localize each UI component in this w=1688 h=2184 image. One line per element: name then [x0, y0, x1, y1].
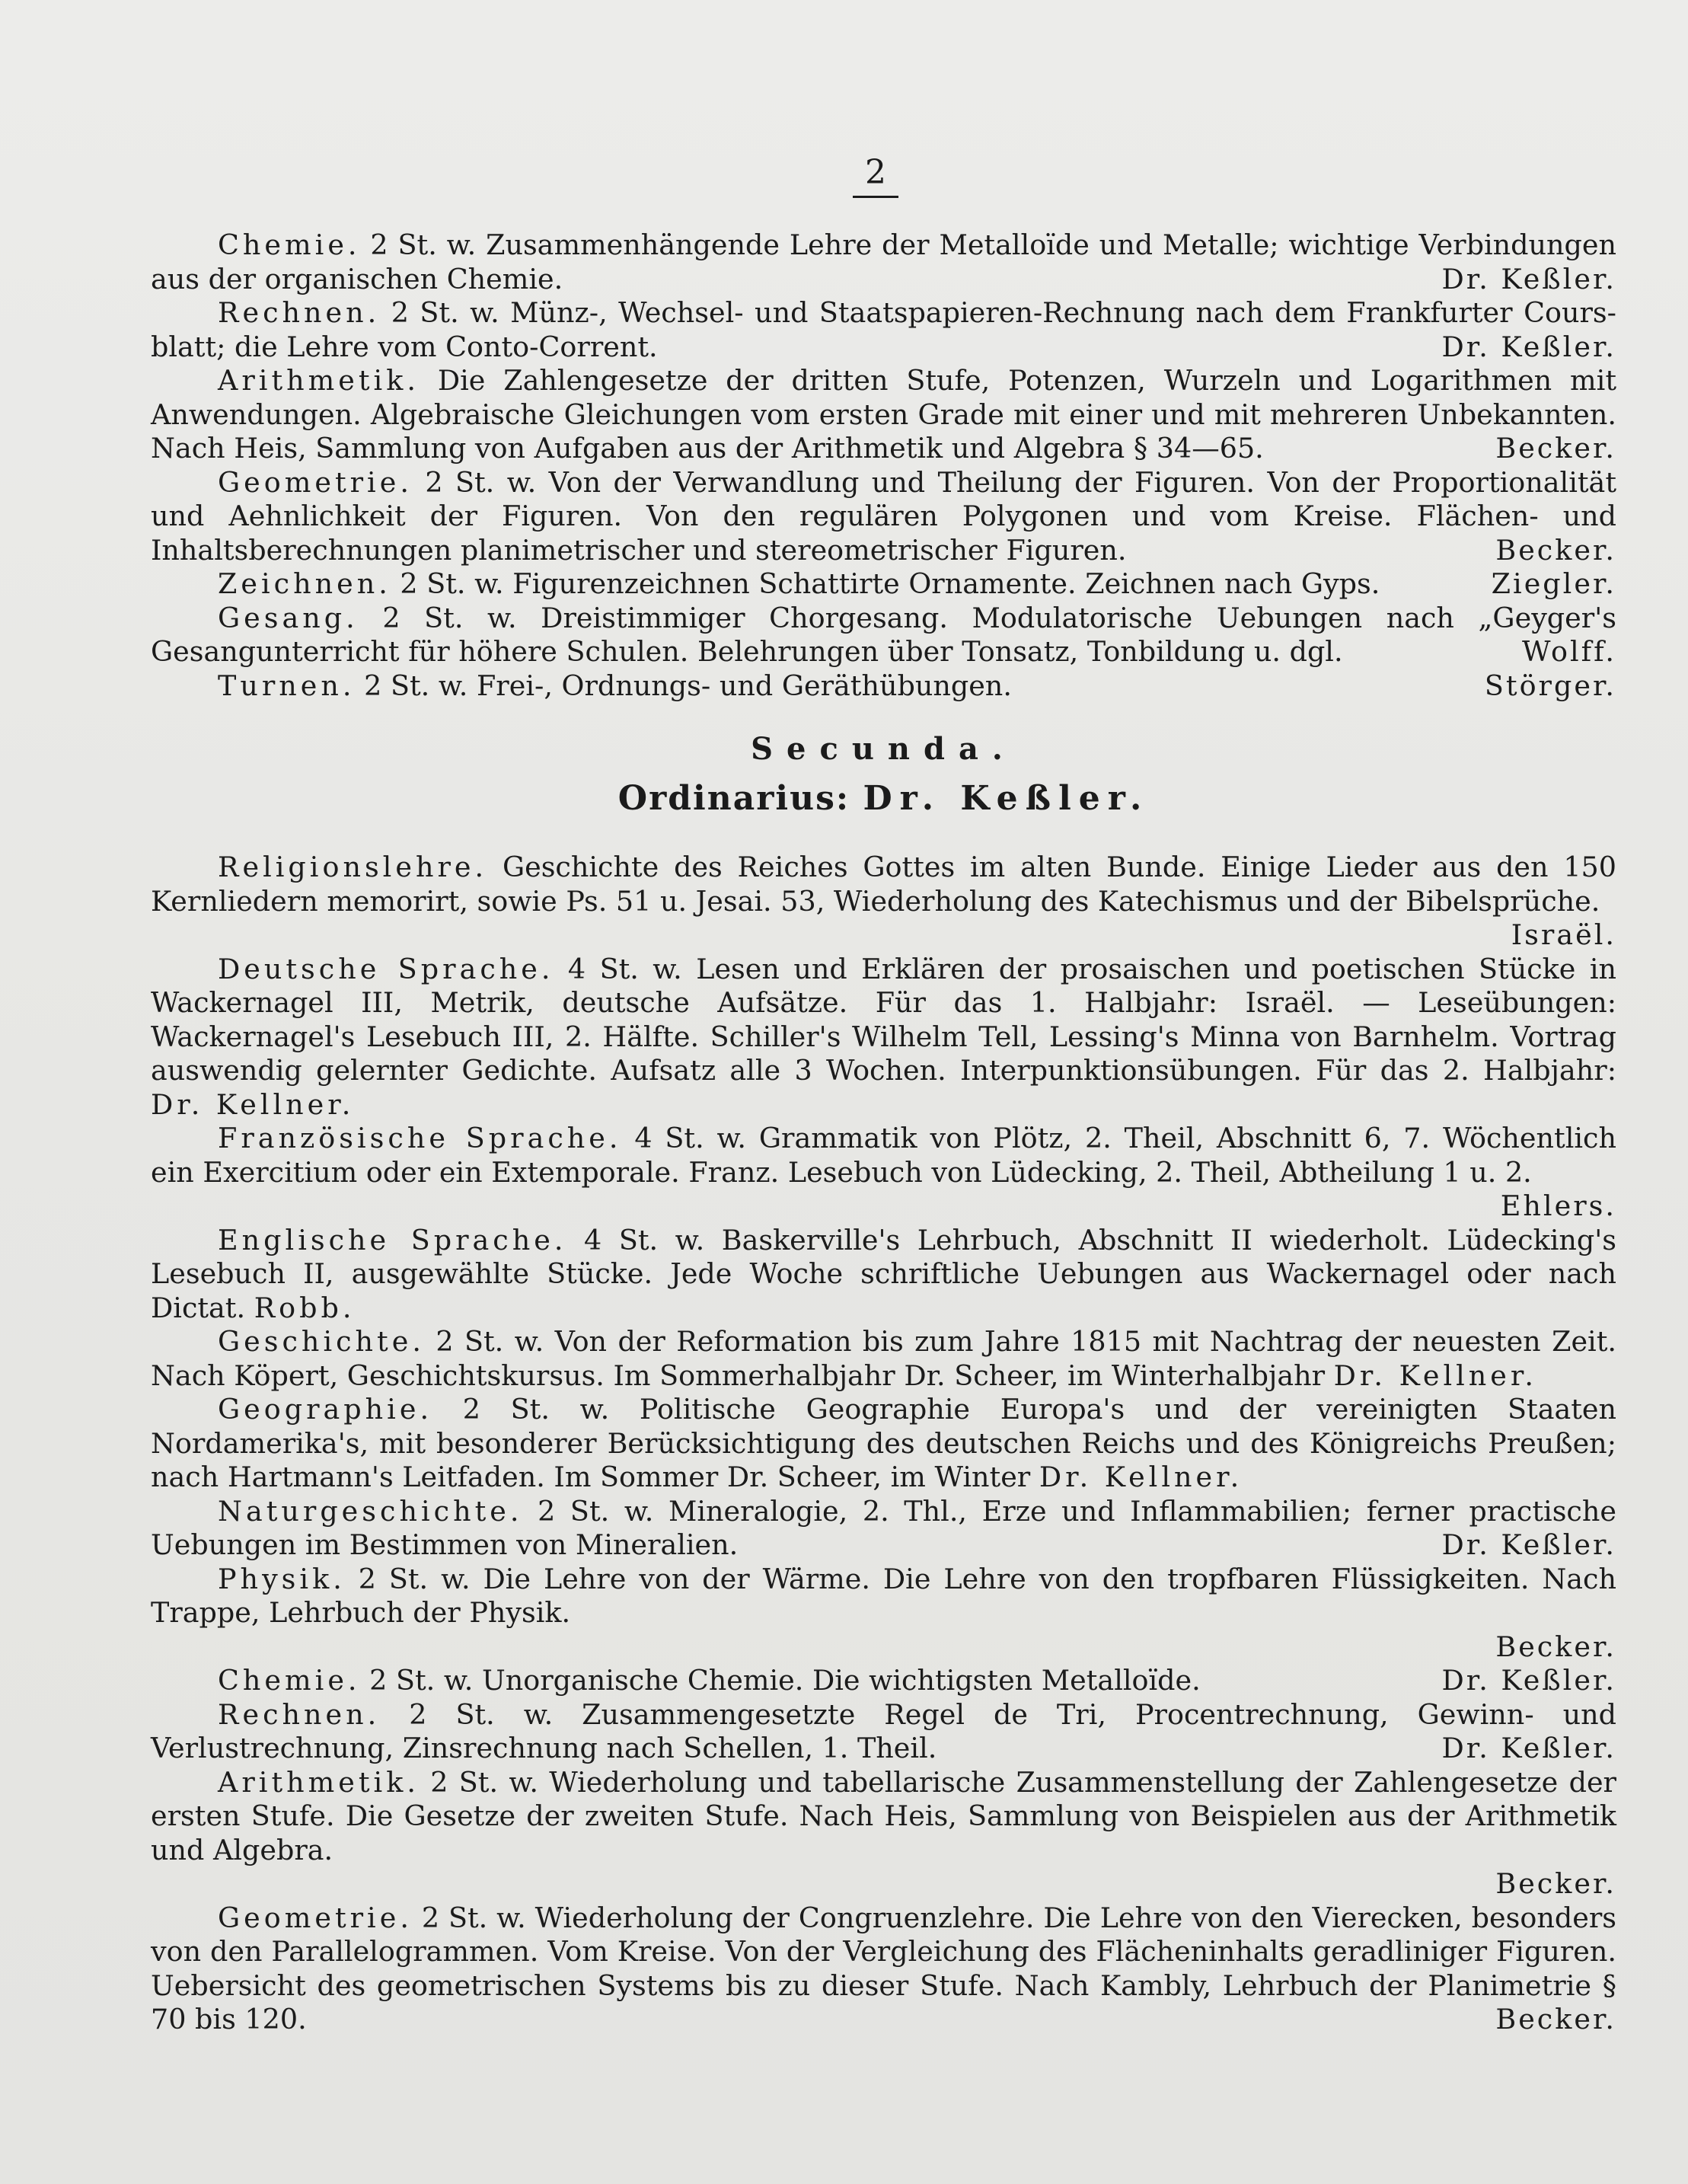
entry-prima-gesang: [151, 602, 1616, 669]
entry-text: 2 St. w. Die Lehre von der Wärme. Die Lehre von den tropfbaren Flüssigkeiten. Nach Trappe, Lehrbuch der Physik.: [151, 1562, 1616, 1629]
teacher-name: Dr. Keßler.: [1441, 1732, 1616, 1764]
subject-label: Arithmetik.: [218, 364, 420, 397]
entry-text: 2 St. w. Von der Verwandlung und Theilung der Figuren. Von der Proportionalität und Aehnlichkeit der Figuren. Von den regulären Polygonen und vom Kreise. Flächen- und Inhaltsberechnungen planimetrischer und stereometrischer Figuren.: [151, 465, 1616, 567]
entry-text: 2 St. w. Mineralogie, 2. Thl., Erze und Inflammabilien; ferner practische Uebungen im Bestimmen von Mineralien.: [151, 1494, 1616, 1561]
subject-label: Deutsche Sprache.: [218, 952, 554, 985]
subject-label: Naturgeschichte.: [218, 1494, 523, 1528]
entry-text: 2 St. w. Dreistimmiger Chorgesang. Modulatorische Uebungen nach „Geyger's Gesangunterricht für höhere Schulen. Belehrungen über Tonsatz, Tonbildung u. dgl.: [151, 601, 1616, 668]
section-title: Secunda.: [751, 731, 1016, 767]
entry-text: 2 St. w. Zusammenhängende Lehre der Metalloïde und Metalle; wichtige Verbindungen aus der organischen Chemie.: [151, 228, 1616, 295]
entry-secunda-geographie: [151, 1393, 1616, 1495]
entry-prima-rechnen: [151, 296, 1616, 364]
page-content: [151, 228, 1616, 2037]
teacher-name: Becker.: [1495, 533, 1616, 567]
subject-label: Geographie.: [218, 1393, 433, 1426]
teacher-name: Dr. Keßler.: [1441, 1664, 1616, 1697]
entry-text: 2 St. w. Wiederholung und tabellarische Zusammenstellung der Zahlengesetze der ersten Stufe. Die Gesetze der zweiten Stufe. Nach Heis, Sammlung von Beispielen aus der Arithmetik und Algebra.: [151, 1765, 1616, 1866]
entry-text: 2 St. w. Münz-, Wechsel- und Staatspapieren-Rechnung nach dem Frankfurter Cours-blatt; die Lehre vom Conto-Corrent.: [151, 296, 1616, 363]
entry-prima-turnen: [151, 669, 1616, 704]
entry-secunda-franzoesische-sprache: [151, 1122, 1616, 1189]
teacher-name: Becker.: [1495, 432, 1616, 465]
teacher-name: Israël.: [1511, 918, 1616, 951]
teacher-name: Dr. Kellner.: [151, 1087, 355, 1121]
subject-label: Rechnen.: [218, 1697, 381, 1731]
subject-label: Zeichnen.: [218, 567, 391, 600]
subject-label: Turnen.: [218, 669, 356, 702]
teacher-name: Dr. Kellner.: [1039, 1461, 1243, 1493]
teacher-name: Dr. Keßler.: [1441, 262, 1616, 295]
teacher-name: Becker.: [1495, 2003, 1616, 2036]
ordinarius-line: [151, 777, 1616, 820]
subject-label: Geschichte.: [218, 1325, 425, 1358]
entry-text: Die Zahlengesetze der dritten Stufe, Potenzen, Wurzeln und Logarithmen mit Anwendungen. Algebraische Gleichungen vom ersten Grade mit einer und mit mehreren Unbekannten. Nach Heis, Sammlung von Aufgaben aus der Arithmetik und Algebra § 34—65.: [151, 364, 1616, 465]
entry-prima-zeichnen: [151, 567, 1616, 602]
entry-secunda-englische-sprache: [151, 1224, 1616, 1326]
entry-text: 2 St. w. Unorganische Chemie. Die wichtigsten Metalloïde.: [369, 1664, 1201, 1697]
subject-label: Rechnen.: [218, 296, 381, 329]
subject-label: Physik.: [218, 1562, 346, 1595]
subject-label: Französische Sprache.: [218, 1122, 622, 1154]
entry-prima-chemie: [151, 228, 1616, 296]
entry-text: 2 St. w. Zusammengesetzte Regel de Tri, Procentrechnung, Gewinn- und Verlustrechnung, Zinsrechnung nach Schellen, 1. Theil.: [151, 1697, 1617, 1764]
entry-secunda-physik: [151, 1563, 1616, 1630]
entry-text: 2 St. w. Figurenzeichnen Schattirte Ornamente. Zeichnen nach Gyps.: [400, 567, 1380, 600]
subject-label: Arithmetik.: [218, 1765, 420, 1799]
entry-text: 2 St. w. Wiederholung der Congruenzlehre. Die Lehre von den Vierecken, besonders von den Parallelogrammen. Vom Kreise. Von der Vergleichung des Flächeninhalts geradliniger Figuren. Uebersicht des geometrischen Systems bis zu dieser Stufe. Nach Kambly, Lehrbuch der Planimetrie § 70 bis 120.: [151, 1901, 1617, 2036]
teacher-name: Dr. Keßler.: [1441, 330, 1616, 363]
entry-secunda-naturgeschichte: [151, 1495, 1616, 1563]
entry-secunda-geometrie: [151, 1901, 1616, 2037]
teacher-name: Robb.: [254, 1291, 356, 1324]
subject-label: Geometrie.: [218, 1901, 413, 1934]
teacher-name: Ehlers.: [1500, 1189, 1616, 1222]
ordinarius-label: Ordinarius:: [617, 779, 850, 818]
subject-label: Chemie.: [218, 1664, 361, 1697]
entry-text: 2 St. w. Von der Reformation bis zum Jahre 1815 mit Nachtrag der neuesten Zeit. Nach Köpert, Geschichtskursus. Im Sommerhalbjahr Dr. Scheer, im Winterhalbjahr: [151, 1325, 1616, 1392]
teacher-name: Störger.: [1484, 669, 1616, 702]
subject-label: Chemie.: [218, 228, 361, 261]
entry-text: 4 St. w. Grammatik von Plötz, 2. Theil, Abschnitt 6, 7. Wöchentlich ein Exercitium oder ein Extemporale. Franz. Lesebuch von Lüdecking, 2. Theil, Abtheilung 1 u. 2.: [151, 1122, 1616, 1189]
page-number: 2: [0, 156, 1688, 198]
entry-secunda-deutsche-sprache: [151, 953, 1616, 1122]
subject-label: Geometrie.: [218, 465, 413, 499]
entry-prima-arithmetik: [151, 364, 1616, 466]
teacher-name: Becker.: [1495, 1630, 1616, 1663]
entry-secunda-geschichte: [151, 1325, 1616, 1393]
teacher-name: Wolff.: [1521, 635, 1616, 668]
entry-prima-geometrie: [151, 466, 1616, 568]
teacher-name: Dr. Kellner.: [1333, 1359, 1537, 1392]
subject-label: Englische Sprache.: [218, 1223, 567, 1256]
teacher-name: Becker.: [1495, 1867, 1616, 1900]
entry-secunda-rechnen: [151, 1698, 1616, 1766]
entry-text: 2 St. w. Frei-, Ordnungs- und Geräthübungen.: [364, 669, 1012, 702]
teacher-name: Dr. Keßler.: [1441, 1528, 1616, 1561]
ordinarius-name: Dr. Keßler.: [863, 779, 1150, 818]
entry-text: Geschichte des Reiches Gottes im alten Bunde. Einige Lieder aus den 150 Kernliedern memorirt, sowie Ps. 51 u. Jesai. 53, Wiederholung des Katechismus und der Bibelsprüche.: [151, 851, 1617, 918]
subject-label: Religionslehre.: [218, 851, 488, 883]
entry-text: 2 St. w. Politische Geographie Europa's und der vereinigten Staaten Nordamerika's, mit besonderer Berücksichtigung des deutschen Reichs und des Königreichs Preußen; nach Hartmann's Leitfaden. Im Sommer Dr. Scheer, im Winter: [151, 1393, 1616, 1493]
entry-secunda-religionslehre: [151, 851, 1616, 918]
entry-text: 4 St. w. Lesen und Erklären der prosaischen und poetischen Stücke in Wackernagel III, Metrik, deutsche Aufsätze. Für das 1. Halbjahr: Israël. — Leseübungen: Wackernagel's Lesebuch III, 2. Hälfte. Schiller's Wilhelm Tell, Lessing's Minna von Barnhelm. Vortrag auswendig gelernter Gedichte. Aufsatz alle 3 Wochen. Interpunktionsübungen. Für das 2. Halbjahr:: [151, 952, 1617, 1087]
teacher-name: Ziegler.: [1491, 567, 1616, 600]
entry-secunda-chemie: [151, 1664, 1616, 1698]
subject-label: Gesang.: [218, 601, 359, 634]
entry-secunda-arithmetik: [151, 1766, 1616, 1868]
entry-text: 4 St. w. Baskerville's Lehrbuch, Abschnitt II wiederholt. Lüdecking's Lesebuch II, ausgewählte Stücke. Jede Woche schriftliche Uebungen aus Wackernagel oder nach Dictat.: [151, 1223, 1617, 1324]
